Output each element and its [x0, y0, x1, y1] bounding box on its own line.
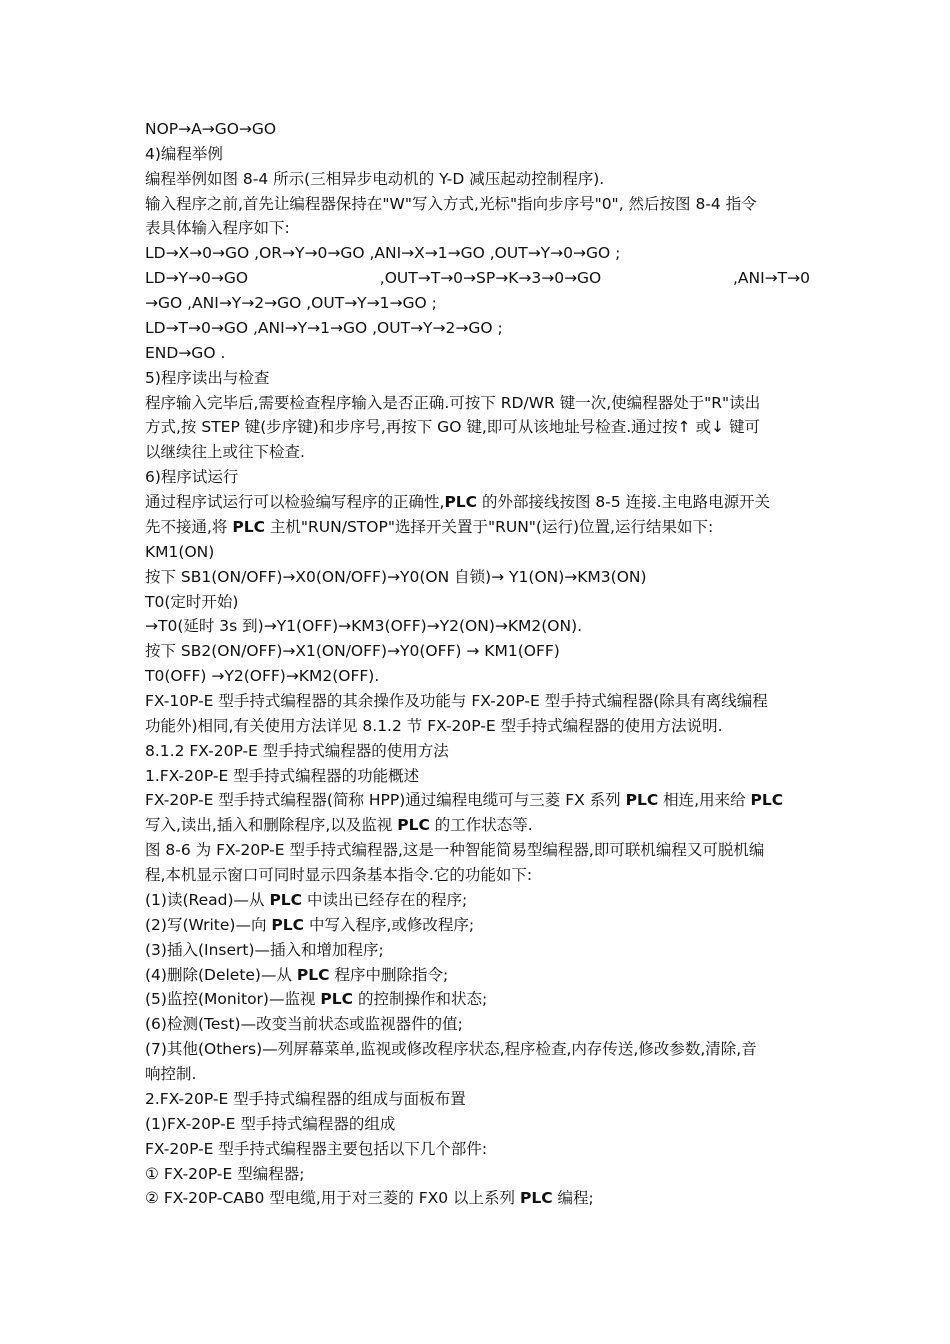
text-line: 2.FX-20P-E 型手持式编程器的组成与面板布置 — [145, 1089, 466, 1108]
text-line: KM1(ON) — [145, 542, 215, 561]
text-line: LD→T→0→GO ,ANI→Y→1→GO ,OUT→Y→2→GO ; — [145, 318, 503, 337]
text-line: FX-20P-E 型手持式编程器(简称 HPP)通过编程电缆可与三菱 FX 系列 PLC 相连,用来给 PLC — [145, 791, 784, 810]
text-line: 按下 SB1(ON/OFF)→X0(ON/OFF)→Y0(ON 自锁)→ Y1(ON)→KM3(ON) — [145, 567, 647, 586]
text-segment: ,OUT→T→0→SP→K→3→0→GO — [379, 269, 602, 288]
text-line: ② FX-20P-CAB0 型电缆,用于对三菱的 FX0 以上系列 PLC 编程; — [145, 1189, 594, 1208]
text-line: NOP→A→GO→GO — [145, 120, 277, 138]
text-line: (1)FX-20P-E 型手持式编程器的组成 — [145, 1114, 396, 1133]
text-line: 写入,读出,插入和删除程序,以及监视 PLC 的工作状态等. — [145, 816, 533, 835]
text-segment: ,ANI→T→0 — [732, 269, 810, 288]
text-line: FX-20P-E 型手持式编程器主要包括以下几个部件: — [145, 1139, 488, 1158]
text-line: 4)编程举例 — [145, 144, 223, 163]
text-line: 输入程序之前,首先让编程器保持在"W"写入方式,光标"指向步序号"0", 然后按图 8-4 指令 — [145, 194, 757, 213]
text-line: 功能外)相同,有关使用方法详见 8.1.2 节 FX-20P-E 型手持式编程器的使用方法说明. — [145, 716, 723, 735]
text-line: (2)写(Write)—向 PLC 中写入程序,或修改程序; — [145, 915, 475, 934]
text-line: 方式,按 STEP 键(步序键)和步序号,再按下 GO 键,即可从该地址号检查.通过按↑ 或↓ 键可 — [145, 418, 760, 437]
text-line: T0(OFF) →Y2(OFF)→KM2(OFF). — [145, 667, 380, 686]
text-line: END→GO . — [145, 343, 226, 362]
text-line: 程序输入完毕后,需要检查程序输入是否正确.可按下 RD/WR 键一次,使编程器处于"R"读出 — [145, 393, 761, 412]
text-line: 表具体输入程序如下: — [145, 219, 290, 238]
text-line: (7)其他(Others)—列屏幕菜单,监视或修改程序状态,程序检查,内存传送,修改参数,清除,音 — [145, 1040, 757, 1059]
text-line: 编程举例如图 8-4 所示(三相异步电动机的 Y-D 减压起动控制程序). — [145, 169, 605, 188]
text-line: (4)删除(Delete)—从 PLC 程序中删除指令; — [145, 965, 449, 984]
text-line: LD→X→0→GO ,OR→Y→0→GO ,ANI→X→1→GO ,OUT→Y→0→GO ; — [145, 244, 621, 263]
text-line: 响控制. — [145, 1065, 197, 1084]
text-line: (3)插入(Insert)—插入和增加程序; — [145, 940, 384, 959]
text-line: 1.FX-20P-E 型手持式编程器的功能概述 — [145, 766, 420, 785]
text-line: →T0(延时 3s 到)→Y1(OFF)→KM3(OFF)→Y2(ON)→KM2(ON). — [145, 617, 583, 636]
text-line: (6)检测(Test)—改变当前状态或监视器件的值; — [145, 1015, 463, 1034]
text-line — [145, 268, 810, 288]
text-line: 以继续往上或往下检查. — [145, 443, 305, 462]
text-segment: LD→Y→0→GO — [145, 269, 249, 288]
text-line: →GO ,ANI→Y→2→GO ,OUT→Y→1→GO ; — [145, 294, 437, 313]
text-line: ① FX-20P-E 型编程器; — [145, 1164, 305, 1183]
text-line: (1)读(Read)—从 PLC 中读出已经存在的程序; — [145, 890, 468, 909]
text-line: T0(定时开始) — [145, 592, 239, 611]
text-line: 先不接通,将 PLC 主机"RUN/STOP"选择开关置于"RUN"(运行)位置,运行结果如下: — [145, 517, 714, 536]
text-line: 8.1.2 FX-20P-E 型手持式编程器的使用方法 — [145, 741, 449, 760]
text-line: 5)程序读出与检查 — [145, 368, 270, 387]
text-line: 程,本机显示窗口可同时显示四条基本指令.它的功能如下: — [145, 866, 533, 885]
text-line: (5)监控(Monitor)—监视 PLC 的控制操作和状态; — [145, 990, 488, 1009]
text-line: 按下 SB2(ON/OFF)→X1(ON/OFF)→Y0(OFF) → KM1(OFF) — [145, 642, 560, 661]
text-line: 图 8-6 为 FX-20P-E 型手持式编程器,这是一种智能简易型编程器,即可联机编程又可脱机编 — [145, 841, 765, 860]
text-line: FX-10P-E 型手持式编程器的其余操作及功能与 FX-20P-E 型手持式编程器(除具有离线编程 — [145, 692, 768, 710]
text-line: 通过程序试运行可以检验编写程序的正确性,PLC 的外部接线按图 8-5 连接.主电路电源开关 — [145, 493, 771, 512]
text-line: 6)程序试运行 — [145, 468, 239, 487]
